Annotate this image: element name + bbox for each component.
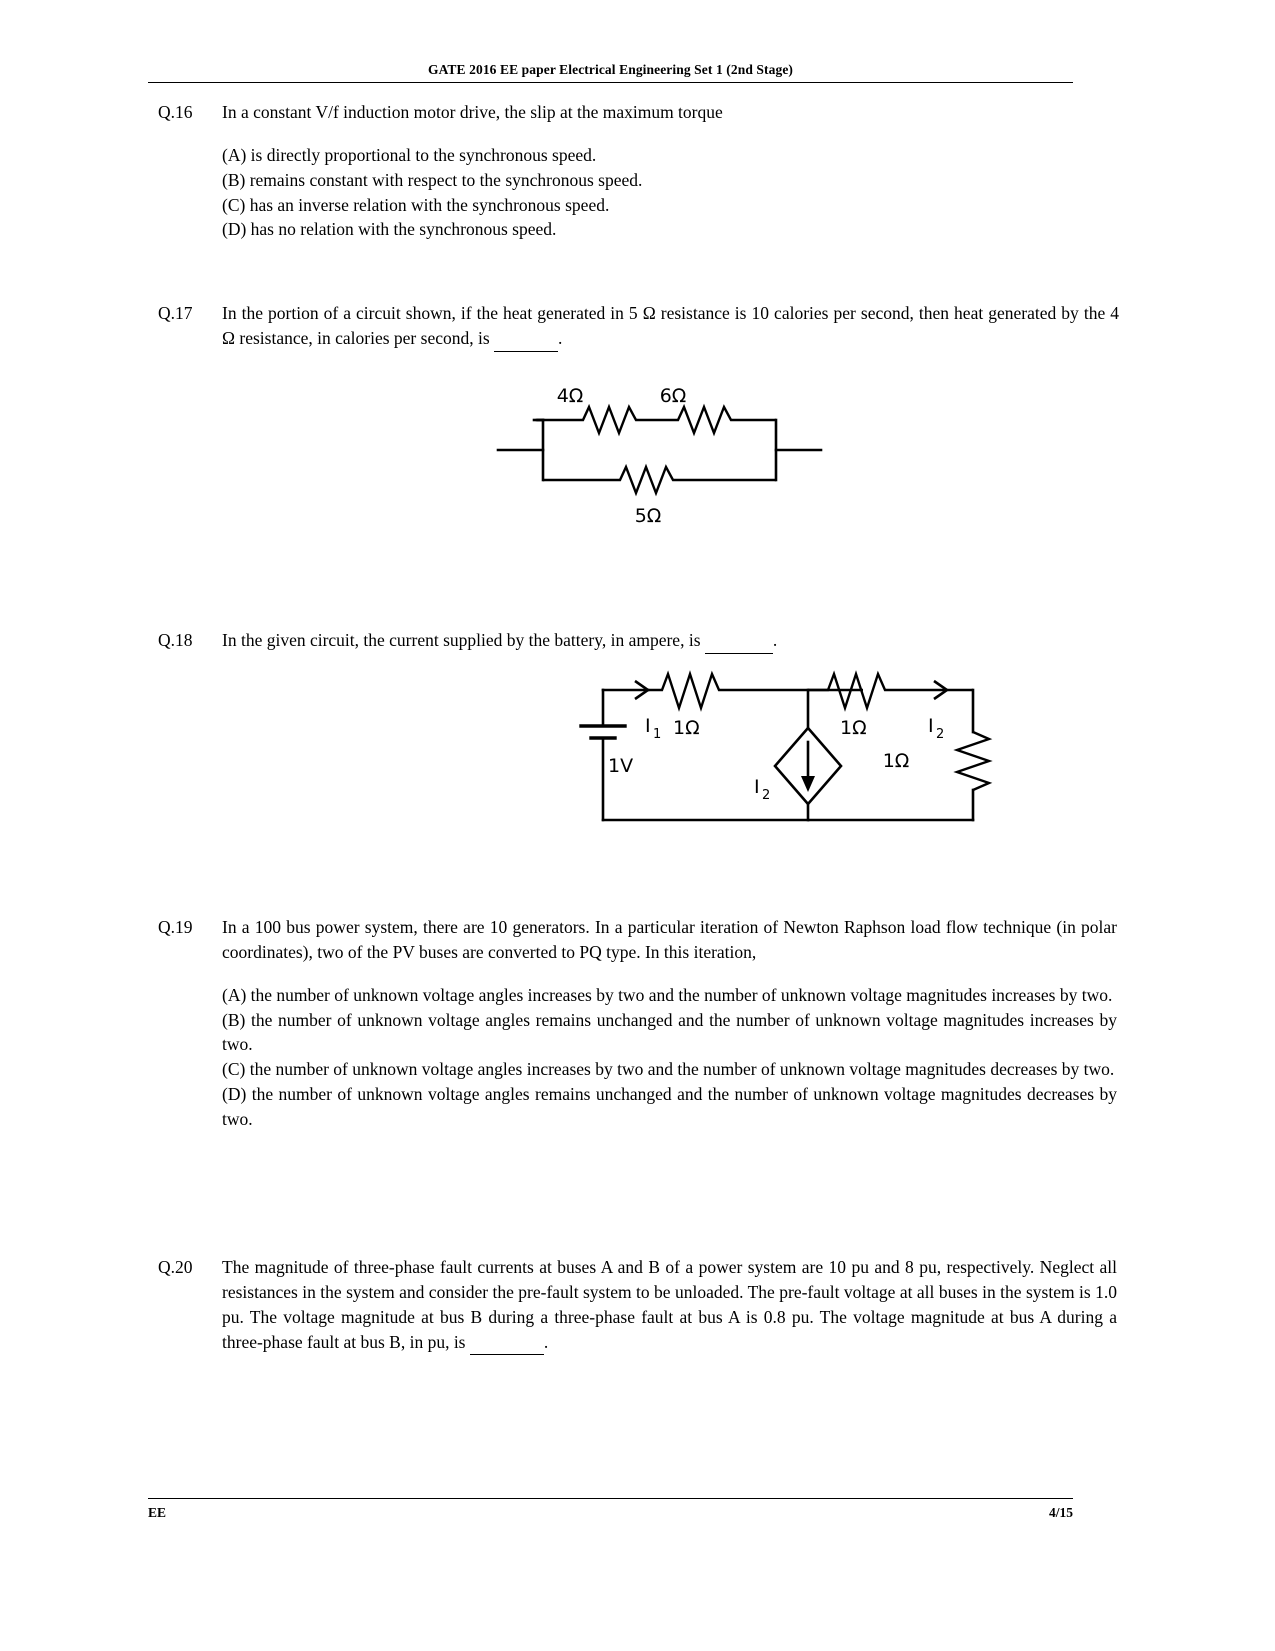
header-title: GATE 2016 EE paper Electrical Engineering Set 1 (2nd Stage) (427, 62, 794, 77)
option-b-q16[interactable]: (B) remains constant with respect to the synchronous speed. (222, 169, 643, 190)
figure-q17-circuit (488, 376, 848, 536)
question-number-q17: Q.17 (158, 303, 193, 323)
option-a-q19[interactable]: (A) the number of unknown voltage angles increases by two and the number of unknown voltage magnitudes increases by two. (222, 984, 1113, 1005)
q18-label-res-mid: 1Ω (840, 717, 867, 739)
q17-answer-blank[interactable] (494, 326, 558, 352)
question-text-q17 (222, 301, 1119, 352)
q20-answer-blank[interactable] (470, 1330, 544, 1356)
option-c-q19[interactable]: (C) the number of unknown voltage angles increases by two and the number of unknown voltage magnitudes decreases by two. (222, 1059, 1115, 1080)
question-text-q20 (222, 1255, 1117, 1355)
option-d-q16[interactable]: (D) has no relation with the synchronous speed. (222, 219, 557, 240)
footer-subject-code: EE (148, 1505, 167, 1520)
q18-label-i2-sub: 2 (936, 727, 945, 742)
q18-label-dep-i2: I (754, 776, 760, 798)
q18-label-i2: I (928, 715, 934, 737)
figure-q18-circuit-right (808, 668, 1028, 843)
figure-q18-circuit (433, 668, 863, 843)
page-content (148, 0, 1119, 1651)
q20-stem: The magnitude of three-phase fault currents at buses A and B of a power system are 10 pu and 8 pu, respectively. Neglect all resistances in the system and consider the pre-fault system to be unloaded. The pre-fault voltage at all buses in the system is 1.0 pu. The voltage magnitude at bus B during a three-phase fault at bus A is 0.8 pu. The voltage magnitude at bus A during a three-phase fault at bus B, in pu, is (222, 1257, 1117, 1352)
question-number-q16: Q.16 (158, 102, 193, 122)
option-b-q19[interactable]: (B) the number of unknown voltage angles remains unchanged and the number of unknown voltage magnitudes increases by two. (222, 1009, 1117, 1055)
q18-resistor-left-1ohm (648, 674, 808, 708)
footer-divider (148, 1498, 1073, 1499)
page-header (148, 62, 1073, 78)
q18-label-i1: I (645, 715, 651, 737)
q17-text-part2: resistance is 10 calories per second, then heat generated by the 4 (655, 303, 1119, 323)
q17-ohm-symbol-2: Ω (222, 327, 236, 348)
question-number-q19: Q.19 (158, 917, 193, 937)
question-stem-q19: In a 100 bus power system, there are 10 generators. In a particular iteration of Newton Raphson load flow technique (in polar coordinates), two of the PV buses are converted to PQ type. In this iteration, (222, 917, 1117, 962)
question-text-q18 (222, 628, 1072, 654)
q17-circuit-svg (488, 376, 848, 536)
footer-page-number: 4/15 (1048, 1505, 1073, 1520)
q17-text-part1: In the portion of a circuit shown, if the heat generated in 5 (222, 303, 643, 323)
q18-label-dep-i2-sub: 2 (762, 788, 771, 803)
q17-label-5ohm: 5Ω (634, 505, 662, 527)
q18-answer-blank[interactable] (705, 628, 773, 654)
question-text-q19 (222, 915, 1117, 1132)
q18-label-res-left: 1Ω (673, 717, 700, 739)
option-a-q16[interactable]: (A) is directly proportional to the synchronous speed. (222, 144, 597, 165)
option-d-q19[interactable]: (D) the number of unknown voltage angles remains unchanged and the number of unknown voltage magnitudes decreases by two. (222, 1084, 1117, 1129)
q18-period: . (772, 630, 778, 650)
q18-label-1v: 1V (608, 755, 634, 777)
header-divider (148, 82, 1073, 83)
q17-top-branch (537, 407, 776, 433)
question-text-q16 (222, 100, 1072, 242)
q17-text-part3: resistance, in calories per second, is (235, 327, 495, 348)
q18-resistor-mid-1ohm (808, 674, 973, 708)
q17-label-6ohm: 6Ω (659, 385, 687, 407)
q20-period: . (543, 1331, 549, 1352)
q18-label-i1-sub: 1 (653, 727, 662, 742)
q17-bottom-branch-5ohm (543, 467, 776, 493)
q17-ohm-symbol-1: Ω (642, 303, 656, 323)
q18-circuit-svg (433, 668, 863, 843)
q18-label-res-right: 1Ω (882, 750, 910, 772)
q18-resistor-right-1ohm (957, 732, 989, 790)
q17-label-4ohm: 4Ω (556, 385, 584, 407)
options-list-q19 (222, 983, 1117, 1132)
q18-circuit-right-svg (808, 668, 1028, 843)
question-number-q20: Q.20 (158, 1257, 193, 1277)
q17-period: . (558, 327, 563, 348)
question-stem-q16: In a constant V/f induction motor drive, the slip at the maximum torque (222, 102, 723, 122)
q18-stem: In the given circuit, the current supplied by the battery, in ampere, is (222, 630, 705, 650)
options-list-q16 (222, 143, 1072, 242)
option-c-q16[interactable]: (C) has an inverse relation with the synchronous speed. (222, 194, 610, 215)
question-number-q18: Q.18 (158, 630, 193, 650)
